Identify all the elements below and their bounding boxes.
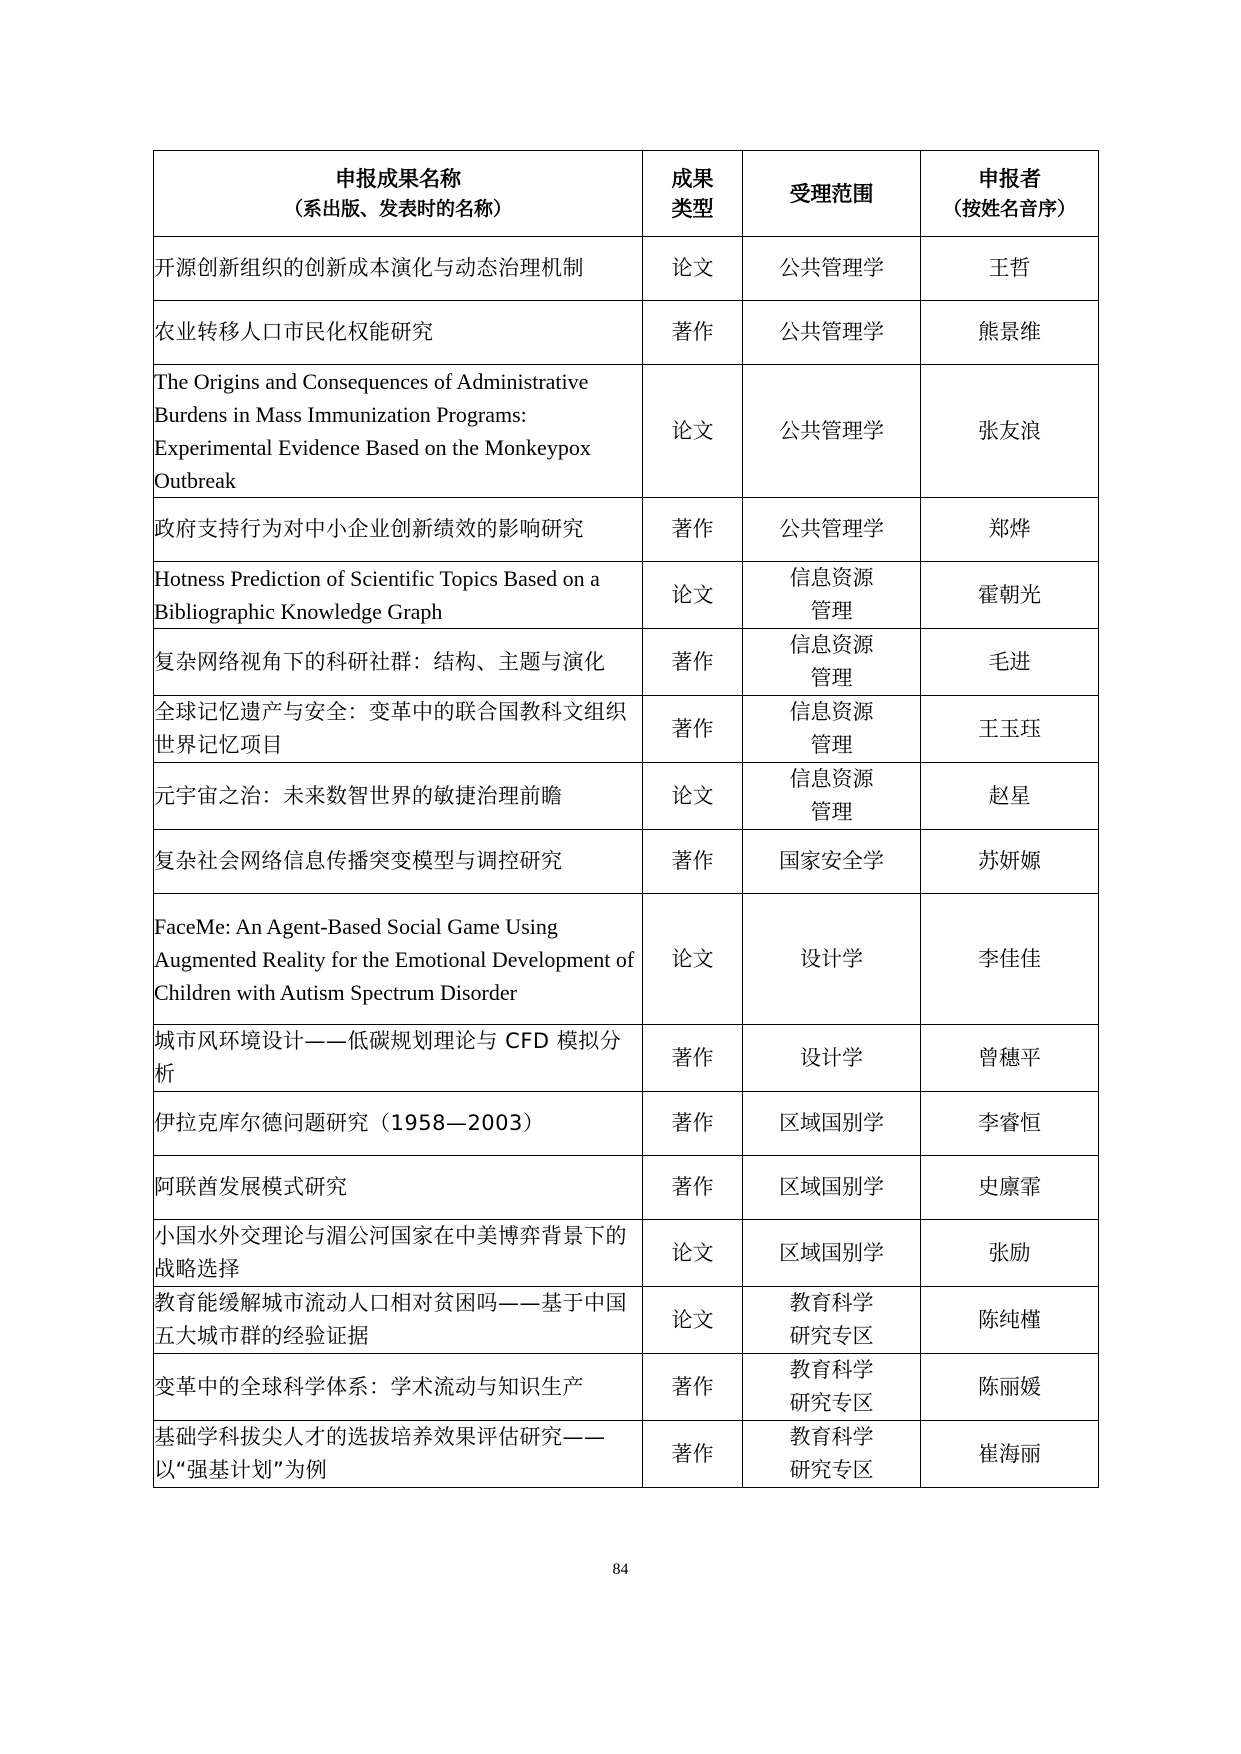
row-applicant: 史廪霏 <box>921 1156 1099 1220</box>
row-scope: 公共管理学 <box>743 365 921 498</box>
row-applicant: 王哲 <box>921 237 1099 301</box>
row-title: 全球记忆遗产与安全：变革中的联合国教科文组织世界记忆项目 <box>154 696 643 763</box>
row-applicant: 赵星 <box>921 763 1099 830</box>
header-type <box>643 151 743 237</box>
row-applicant: 毛进 <box>921 629 1099 696</box>
row-scope: 设计学 <box>743 894 921 1025</box>
table-row <box>154 629 1099 696</box>
row-title: 教育能缓解城市流动人口相对贫困吗——基于中国五大城市群的经验证据 <box>154 1287 643 1354</box>
row-applicant: 熊景维 <box>921 301 1099 365</box>
row-applicant: 张励 <box>921 1220 1099 1287</box>
row-applicant: 曾穗平 <box>921 1025 1099 1092</box>
row-scope: 区域国别学 <box>743 1156 921 1220</box>
row-applicant: 陈丽媛 <box>921 1354 1099 1421</box>
row-scope: 公共管理学 <box>743 301 921 365</box>
header-applicant <box>921 151 1099 237</box>
row-scope: 教育科学研究专区 <box>743 1421 921 1488</box>
table-row <box>154 1421 1099 1488</box>
row-type: 论文 <box>643 1220 743 1287</box>
header-title-note: （系出版、发表时的名称） <box>283 197 512 220</box>
row-scope: 国家安全学 <box>743 830 921 894</box>
table-row <box>154 1092 1099 1156</box>
row-title: 基础学科拔尖人才的选拔培养效果评估研究——以“强基计划”为例 <box>154 1421 643 1488</box>
row-title: FaceMe: An Agent-Based Social Game Using Augmented Reality for the Emotional Development of Children with Autism Spectrum Disorder <box>154 894 643 1025</box>
row-type: 论文 <box>643 562 743 629</box>
header-title <box>154 151 643 237</box>
row-scope: 区域国别学 <box>743 1220 921 1287</box>
row-type: 著作 <box>643 1354 743 1421</box>
table-row <box>154 237 1099 301</box>
row-type: 著作 <box>643 696 743 763</box>
row-type: 著作 <box>643 1421 743 1488</box>
row-scope: 教育科学研究专区 <box>743 1287 921 1354</box>
row-scope: 信息资源管理 <box>743 763 921 830</box>
table-row <box>154 562 1099 629</box>
row-scope: 教育科学研究专区 <box>743 1354 921 1421</box>
table-row <box>154 894 1099 1025</box>
table-row <box>154 301 1099 365</box>
row-scope: 信息资源管理 <box>743 629 921 696</box>
row-applicant: 崔海丽 <box>921 1421 1099 1488</box>
row-scope: 设计学 <box>743 1025 921 1092</box>
row-applicant: 李睿恒 <box>921 1092 1099 1156</box>
header-applicant-note: （按姓名音序） <box>942 197 1076 220</box>
table-header-row <box>154 151 1099 237</box>
row-type: 著作 <box>643 498 743 562</box>
table-row <box>154 763 1099 830</box>
row-title: 复杂社会网络信息传播突变模型与调控研究 <box>154 830 643 894</box>
row-title: 伊拉克库尔德问题研究（1958—2003） <box>154 1092 643 1156</box>
row-applicant: 霍朝光 <box>921 562 1099 629</box>
row-type: 著作 <box>643 1092 743 1156</box>
row-type: 著作 <box>643 1156 743 1220</box>
row-type: 著作 <box>643 629 743 696</box>
row-title: 阿联酋发展模式研究 <box>154 1156 643 1220</box>
row-title: 变革中的全球科学体系：学术流动与知识生产 <box>154 1354 643 1421</box>
header-title-label: 申报成果名称 <box>335 165 461 191</box>
row-applicant: 李佳佳 <box>921 894 1099 1025</box>
row-title: The Origins and Consequences of Administrative Burdens in Mass Immunization Programs: Experimental Evidence Based on the Monkeypox Outbreak <box>154 365 643 498</box>
table-row <box>154 498 1099 562</box>
row-applicant: 陈纯槿 <box>921 1287 1099 1354</box>
row-type: 著作 <box>643 1025 743 1092</box>
row-applicant: 苏妍嫄 <box>921 830 1099 894</box>
row-scope: 公共管理学 <box>743 498 921 562</box>
row-type: 论文 <box>643 894 743 1025</box>
table-row <box>154 1287 1099 1354</box>
row-title: 小国水外交理论与湄公河国家在中美博弈背景下的战略选择 <box>154 1220 643 1287</box>
table-row <box>154 1025 1099 1092</box>
row-type: 著作 <box>643 301 743 365</box>
row-scope: 信息资源管理 <box>743 696 921 763</box>
row-title: 城市风环境设计——低碳规划理论与 CFD 模拟分析 <box>154 1025 643 1092</box>
row-title: 农业转移人口市民化权能研究 <box>154 301 643 365</box>
table-row <box>154 696 1099 763</box>
row-applicant: 张友浪 <box>921 365 1099 498</box>
row-scope: 公共管理学 <box>743 237 921 301</box>
table-row <box>154 1220 1099 1287</box>
row-title: 开源创新组织的创新成本演化与动态治理机制 <box>154 237 643 301</box>
row-title: Hotness Prediction of Scientific Topics Based on a Bibliographic Knowledge Graph <box>154 562 643 629</box>
table-row <box>154 830 1099 894</box>
row-title: 元宇宙之治：未来数智世界的敏捷治理前瞻 <box>154 763 643 830</box>
row-scope: 信息资源管理 <box>743 562 921 629</box>
table-row <box>154 365 1099 498</box>
table-row <box>154 1354 1099 1421</box>
row-applicant: 郑烨 <box>921 498 1099 562</box>
row-type: 论文 <box>643 365 743 498</box>
header-applicant-label: 申报者 <box>978 165 1041 191</box>
page-number: 84 <box>612 1561 629 1578</box>
header-type-label: 成果类型 <box>671 165 714 221</box>
header-scope-label: 受理范围 <box>789 180 874 206</box>
results-table <box>153 150 1099 1488</box>
row-scope: 区域国别学 <box>743 1092 921 1156</box>
table-row <box>154 1156 1099 1220</box>
row-type: 著作 <box>643 830 743 894</box>
row-title: 政府支持行为对中小企业创新绩效的影响研究 <box>154 498 643 562</box>
row-type: 论文 <box>643 1287 743 1354</box>
row-type: 论文 <box>643 237 743 301</box>
row-applicant: 王玉珏 <box>921 696 1099 763</box>
header-scope <box>743 151 921 237</box>
row-type: 论文 <box>643 763 743 830</box>
row-title: 复杂网络视角下的科研社群：结构、主题与演化 <box>154 629 643 696</box>
